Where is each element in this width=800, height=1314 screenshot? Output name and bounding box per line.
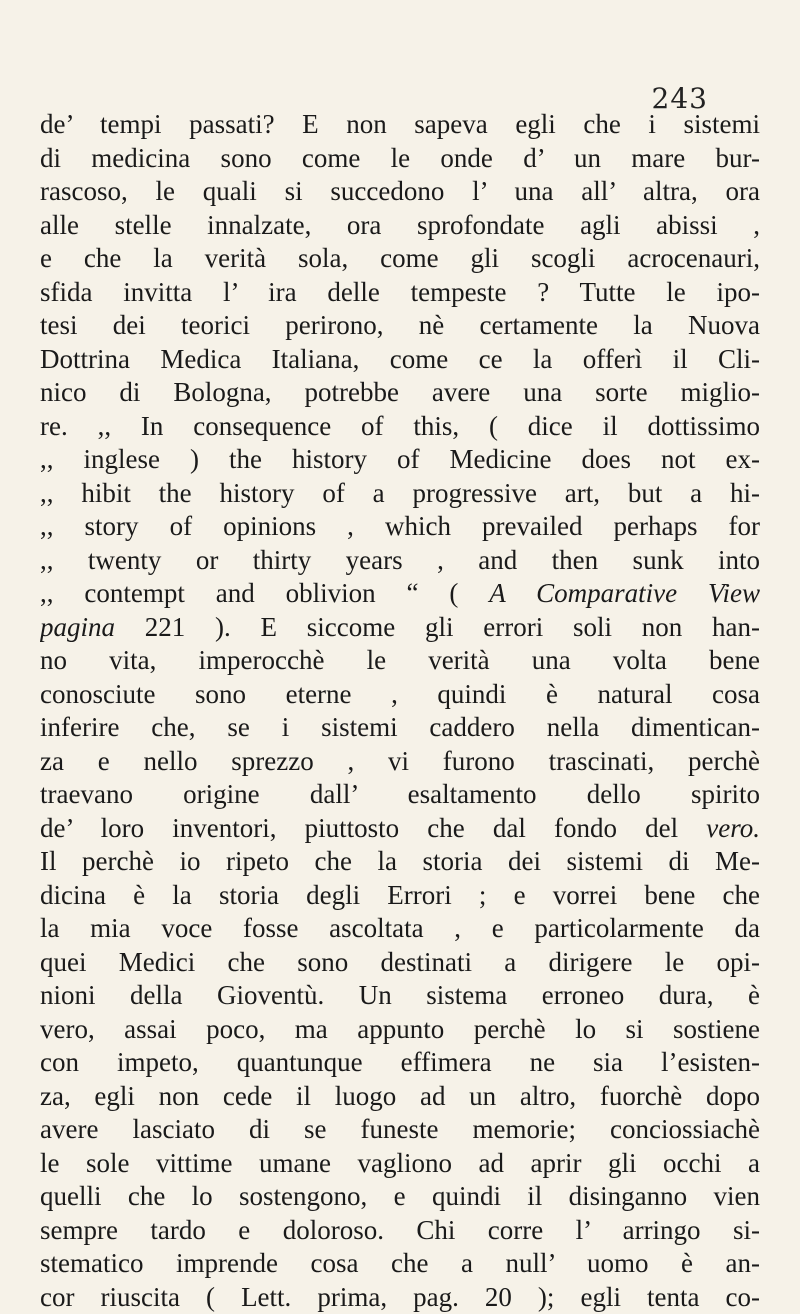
text-line [40, 1046, 760, 1080]
text-run: con impeto, quantunque effimera ne sia l’esisten- [40, 1047, 760, 1077]
text-run: quelli che lo sostengono, e quindi il disinganno vien [40, 1181, 760, 1211]
text-line [40, 343, 760, 377]
text-run: de’ tempi passati? E non sapeva egli che i sistemi [40, 109, 760, 139]
text-run: nico di Bologna, potrebbe avere una sorte miglio- [40, 377, 760, 407]
text-run: Dottrina Medica Italiana, come ce la offerì il Cli- [40, 344, 760, 374]
text-run: le sole vittime umane vagliono ad aprir gli occhi a [40, 1148, 760, 1178]
text-line [40, 879, 760, 913]
text-run: quei Medici che sono destinati a dirigere le opi- [40, 947, 760, 977]
text-run: za, egli non cede il luogo ad un altro, fuorchè dopo [40, 1081, 760, 1111]
text-line [40, 108, 760, 142]
text-line [40, 912, 760, 946]
text-run: e che la verità sola, come gli scogli acrocenauri, [40, 243, 760, 273]
text-line [40, 209, 760, 243]
text-line [40, 175, 760, 209]
text-line [40, 1281, 760, 1314]
text-run: di medicina sono come le onde d’ un mare bur- [40, 143, 760, 173]
text-run: rascoso, le quali si succedono l’ una all’ altra, ora [40, 176, 760, 206]
text-run: inferire che, se i sistemi caddero nella dimentican- [40, 712, 760, 742]
text-line [40, 979, 760, 1013]
text-run: alle stelle innalzate, ora sprofondate agli abissi , [40, 210, 760, 240]
text-line [40, 678, 760, 712]
text-run: tesi dei teorici perirono, nè certamente la Nuova [40, 310, 760, 340]
text-line [40, 778, 760, 812]
text-run: ,, inglese ) the history of Medicine does not ex- [40, 444, 760, 474]
text-line [40, 376, 760, 410]
text-run: re. ,, In consequence of this, ( dice il dottissimo [40, 411, 760, 441]
text-line [40, 1080, 760, 1114]
text-line [40, 1247, 760, 1281]
text-run: ,, twenty or thirty years , and then sunk into [40, 545, 760, 575]
text-line [40, 242, 760, 276]
text-line [40, 577, 760, 611]
text-line [40, 477, 760, 511]
italic-text: pagina [40, 612, 115, 642]
text-line [40, 410, 760, 444]
text-run: nioni della Gioventù. Un sistema erroneo dura, è [40, 980, 760, 1010]
italic-text: vero. [706, 813, 760, 843]
text-run: vero, assai poco, ma appunto perchè lo si sostiene [40, 1014, 760, 1044]
text-line [40, 1113, 760, 1147]
text-line [40, 443, 760, 477]
text-line [40, 644, 760, 678]
text-run: cor riuscita ( Lett. prima, pag. 20 ); egli tenta co- [40, 1282, 760, 1312]
text-line [40, 544, 760, 578]
text-line [40, 845, 760, 879]
text-line [40, 1180, 760, 1214]
text-line [40, 946, 760, 980]
text-run: Il perchè io ripeto che la storia dei sistemi di Me- [40, 846, 760, 876]
text-line [40, 276, 760, 310]
text-line [40, 510, 760, 544]
text-line [40, 1214, 760, 1248]
text-run: sfida invitta l’ ira delle tempeste ? Tutte le ipo- [40, 277, 760, 307]
text-run: de’ loro inventori, piuttosto che dal fondo del [40, 813, 706, 843]
text-run: sempre tardo e doloroso. Chi corre l’ arringo si- [40, 1215, 760, 1245]
text-run: no vita, imperocchè le verità una volta bene [40, 645, 760, 675]
page-number: 243 [652, 82, 708, 115]
text-run: dicina è la storia degli Errori ; e vorrei bene che [40, 880, 760, 910]
text-line [40, 611, 760, 645]
text-line [40, 309, 760, 343]
text-run: ,, story of opinions , which prevailed perhaps for [40, 511, 760, 541]
text-line [40, 142, 760, 176]
text-run: stematico imprende cosa che a null’ uomo è an- [40, 1248, 760, 1278]
text-run: 221 ). E siccome gli errori soli non han- [115, 612, 760, 642]
text-line [40, 812, 760, 846]
text-run: za e nello sprezzo , vi furono trascinati, perchè [40, 746, 760, 776]
text-run: la mia voce fosse ascoltata , e particolarmente da [40, 913, 760, 943]
text-run: traevano origine dall’ esaltamento dello spirito [40, 779, 760, 809]
text-line [40, 1147, 760, 1181]
body-text [40, 108, 760, 1314]
italic-text: A Comparative View [489, 578, 760, 608]
text-run: ,, contempt and oblivion “ ( [40, 578, 489, 608]
text-line [40, 711, 760, 745]
text-line [40, 1013, 760, 1047]
text-run: avere lasciato di se funeste memorie; conciossiachè [40, 1114, 760, 1144]
text-line [40, 745, 760, 779]
text-run: conosciute sono eterne , quindi è natural cosa [40, 679, 760, 709]
text-run: ,, hibit the history of a progressive art, but a hi- [40, 478, 760, 508]
